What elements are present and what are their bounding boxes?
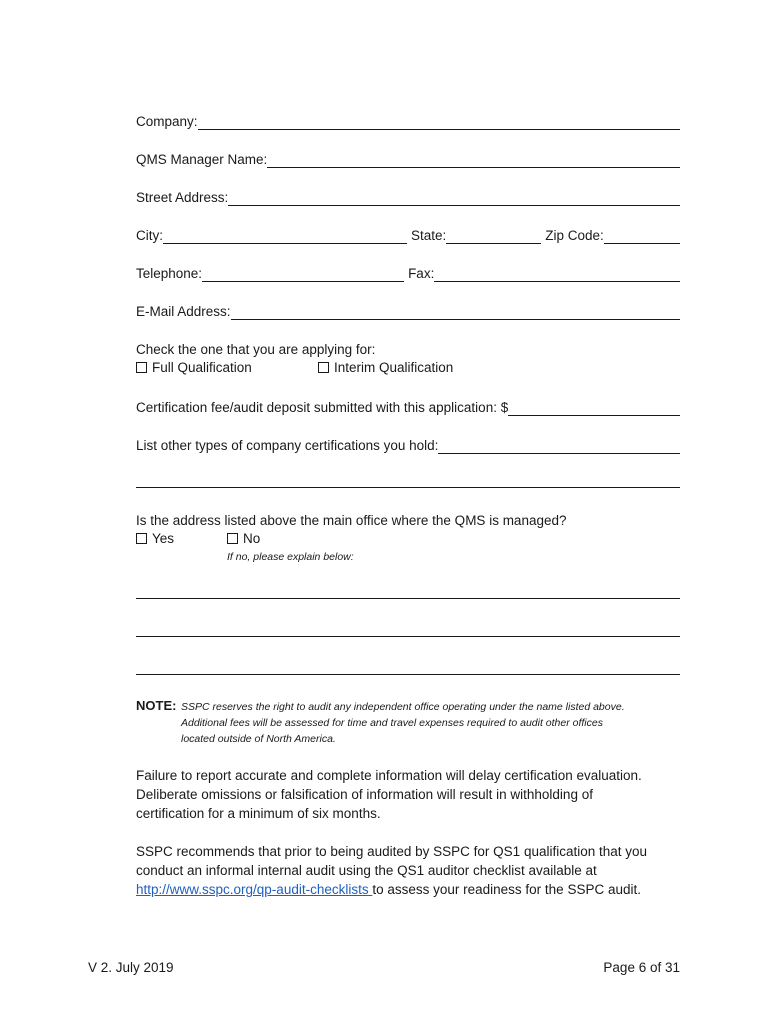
footer-version: V 2. July 2019 <box>88 960 174 975</box>
email-label: E-Mail Address: <box>136 304 231 319</box>
recommend-paragraph-line-3 <box>136 880 641 899</box>
city-field[interactable] <box>163 229 407 244</box>
note-line-2: Additional fees will be assessed for time and travel expenses required to audit other offices <box>181 717 603 729</box>
company-row <box>136 110 680 130</box>
explain-line-1[interactable] <box>136 598 680 599</box>
certifications-label: List other types of company certifications you hold: <box>136 438 439 453</box>
failure-paragraph-line-2: Deliberate omissions or falsification of information will result in withholding of <box>136 787 593 802</box>
no-label: No <box>243 531 261 546</box>
telephone-field[interactable] <box>202 267 404 282</box>
checkbox-icon[interactable] <box>227 533 238 544</box>
footer-page-number: Page 6 of 31 <box>603 960 680 975</box>
recommend-paragraph-line-2: conduct an informal internal audit using the QS1 auditor checklist available at <box>136 863 597 878</box>
company-field[interactable] <box>198 115 680 130</box>
note-line-3: located outside of North America. <box>181 733 336 745</box>
company-label: Company: <box>136 114 198 129</box>
recommend-paragraph-rest: to assess your readiness for the SSPC audit. <box>372 882 641 897</box>
checkbox-icon[interactable] <box>318 362 329 373</box>
street-row <box>136 186 680 206</box>
certifications-extra-line[interactable] <box>136 487 680 488</box>
full-qualification-label: Full Qualification <box>152 360 252 375</box>
certifications-row <box>136 434 680 454</box>
interim-qualification-option[interactable] <box>318 360 453 376</box>
main-office-question: Is the address listed above the main office where the QMS is managed? <box>136 513 567 528</box>
audit-checklist-link[interactable]: http://www.sspc.org/qp-audit-checklists <box>136 882 373 897</box>
fax-label: Fax: <box>408 266 435 281</box>
qms-manager-field[interactable] <box>267 153 680 168</box>
phone-fax-row <box>136 262 680 282</box>
failure-paragraph-line-1: Failure to report accurate and complete information will delay certification evaluation. <box>136 768 642 783</box>
qms-manager-label: QMS Manager Name: <box>136 152 268 167</box>
checkbox-icon[interactable] <box>136 533 147 544</box>
street-field[interactable] <box>228 191 680 206</box>
street-label: Street Address: <box>136 190 229 205</box>
qms-manager-row <box>136 148 680 168</box>
note-label: NOTE: <box>136 698 177 713</box>
recommend-paragraph-line-1: SSPC recommends that prior to being audited by SSPC for QS1 qualification that you <box>136 844 648 859</box>
checkbox-icon[interactable] <box>136 362 147 373</box>
email-field[interactable] <box>231 305 680 320</box>
zip-label: Zip Code: <box>545 228 604 243</box>
explain-line-3[interactable] <box>136 674 680 675</box>
zip-field[interactable] <box>604 229 680 244</box>
certifications-field[interactable] <box>438 439 680 454</box>
yes-label: Yes <box>152 531 175 546</box>
fax-field[interactable] <box>434 267 680 282</box>
no-option[interactable] <box>227 531 260 547</box>
city-label: City: <box>136 228 163 243</box>
state-field[interactable] <box>446 229 541 244</box>
failure-paragraph-line-3: certification for a minimum of six months. <box>136 806 381 821</box>
state-label: State: <box>411 228 447 243</box>
full-qualification-option[interactable] <box>136 360 252 376</box>
fee-field[interactable] <box>508 401 680 416</box>
note-line-1: SSPC reserves the right to audit any independent office operating under the name listed above. <box>181 701 625 713</box>
if-no-hint: If no, please explain below: <box>227 551 354 563</box>
yes-option[interactable] <box>136 531 174 547</box>
fee-label: Certification fee/audit deposit submitted with this application: $ <box>136 400 509 415</box>
fee-row <box>136 396 680 416</box>
city-state-zip-row <box>136 224 680 244</box>
email-row <box>136 300 680 320</box>
explain-line-2[interactable] <box>136 636 680 637</box>
telephone-label: Telephone: <box>136 266 203 281</box>
interim-qualification-label: Interim Qualification <box>334 360 454 375</box>
applying-for-prompt: Check the one that you are applying for: <box>136 342 376 357</box>
